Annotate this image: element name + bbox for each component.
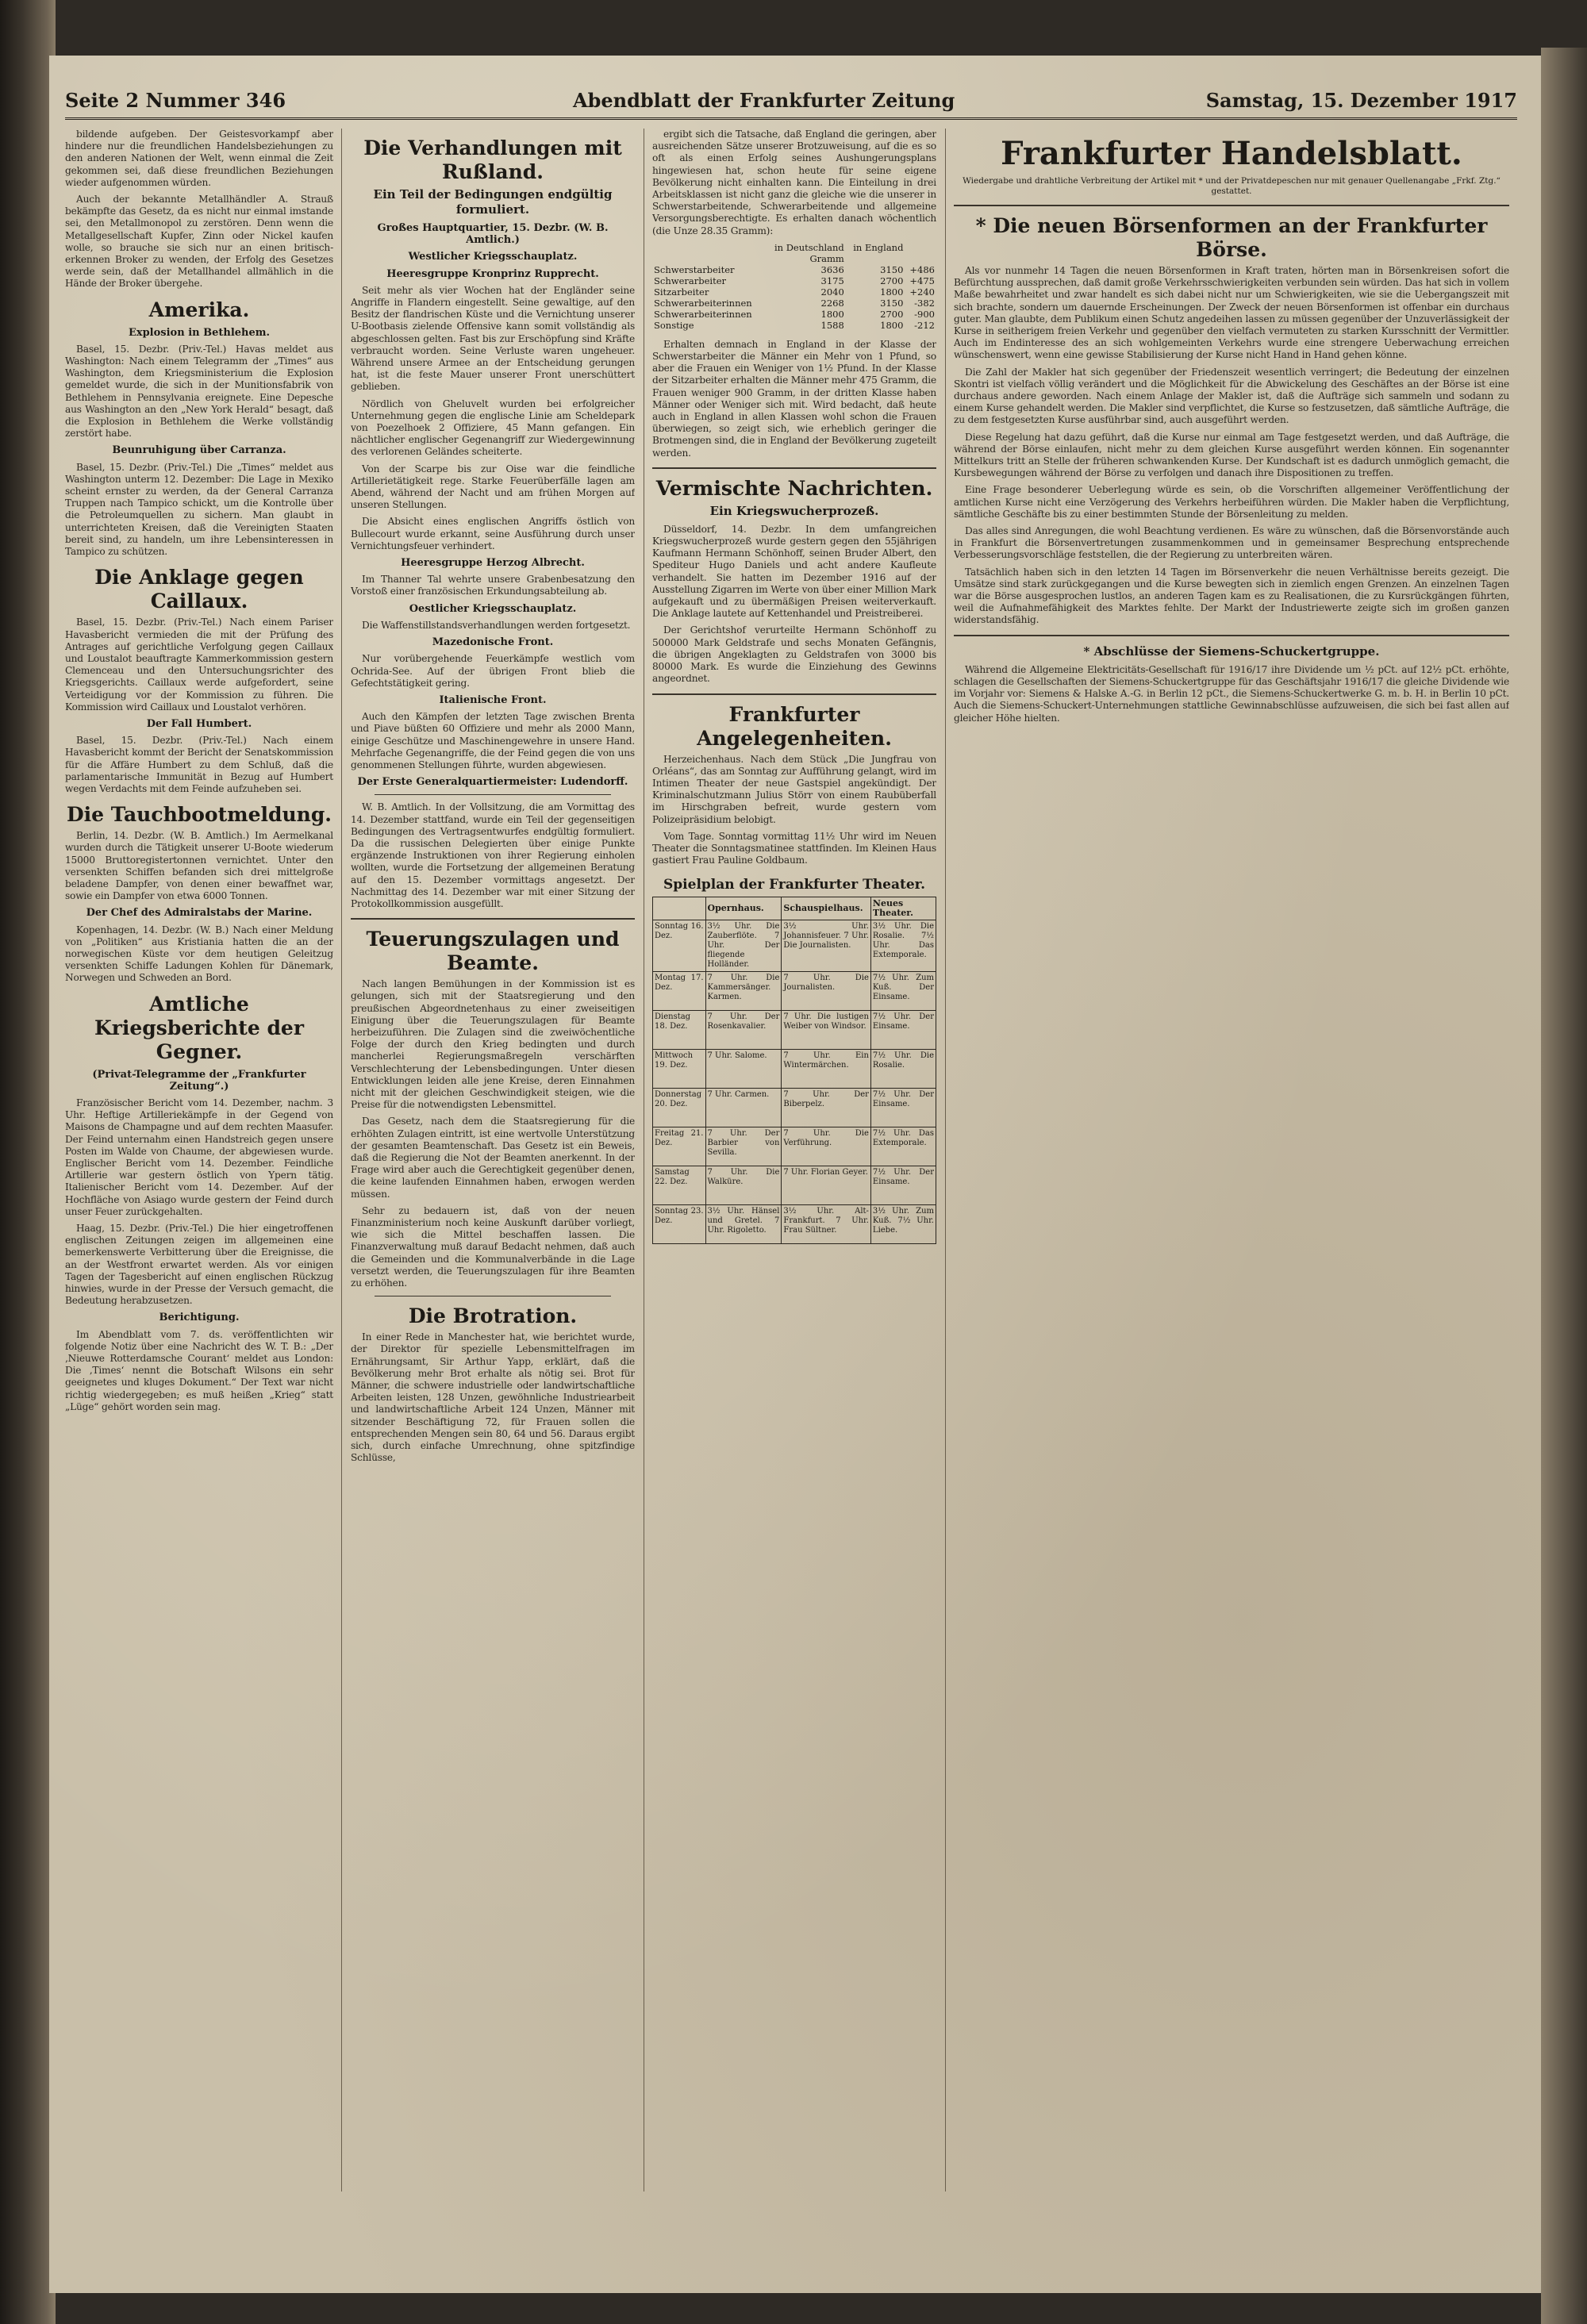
- table-cell: 2700: [880, 308, 904, 320]
- article-text: Das alles sind Anregungen, die wohl Beachtung verdienen. Es wäre zu wünschen, daß die Börsenvorstände auch in Frankfurt die Börsenvertretungen zusammenkommen und in gemeinsamer Besprechung entsprechende Verbesserungsvorschläge feststellen, die der Regierung zu unterbreiten wären.: [954, 525, 1509, 561]
- table-cell: 1800: [880, 286, 904, 298]
- table-cell: 1588: [820, 319, 844, 331]
- table-cell: 7½ Uhr. Zum Kuß. Der Einsame.: [870, 971, 936, 1010]
- table-cell: +240: [909, 286, 935, 298]
- table-row: [653, 1166, 936, 1204]
- column-rule: [945, 129, 946, 2191]
- article-text: Nur vorübergehende Feuerkämpfe westlich vom Ochrida-See. Auf der übrigen Front blieb die Gefechtstätigkeit gering.: [351, 653, 635, 689]
- article-text: Diese Regelung hat dazu geführt, daß die Kurse nur einmal am Tage festgesetzt werden, und daß Aufträge, die während der Börse einlaufen, nicht mehr zu dem gleichen Kurse ausgeführt werden können. Ein sogenannter Mittelkurs tritt an Stelle der früheren schwankenden Kurse. Der Kundschaft ist es dadurch unmöglich gemacht, die Kursbewegungen während der Börse zu verfolgen und danach ihre Dispositionen zu treffen.: [954, 431, 1509, 479]
- article-signature: Der Erste Generalquartiermeister: Ludendorff.: [357, 776, 628, 789]
- table-cell: 7 Uhr. Der Biberpelz.: [782, 1088, 871, 1127]
- table-cell: Schwerarbeiterinnen: [654, 308, 752, 320]
- article-subheading: Oestlicher Kriegsschauplatz.: [409, 602, 577, 615]
- article-text: Auch den Kämpfen der letzten Tage zwischen Brenta und Piave büßten 60 Offiziere und mehr als 2000 Mann, einige Geschütze und Maschinengewehre in unsere Hand. Mehrfache Gegenangriffe, die der Feind gegen die von uns genommenen Stellungen führte, wurden abgewiesen.: [351, 711, 635, 770]
- table-cell: 7 Uhr. Die Verführung.: [782, 1127, 871, 1166]
- table-cell: 1800: [820, 308, 844, 320]
- article-text: Tatsächlich haben sich in den letzten 14 Tagen im Börsenverkehr die neuen Verhältnisse bereits gezeigt. Die Umsätze sind stark zurückgegangen und die Kurse bewegten sich in ziemlich engen Grenzen. An einzelnen Tagen war die Börse ausgesprochen lustlos, an anderen Tagen kam es zu Realisationen, die zu Kursrückgängen führten, weil die Aufnahmefähigkeit des Marktes fehlte. Der Markt der Industriewerte zeigte sich im großen ganzen widerstandsfähig.: [954, 566, 1509, 626]
- table-row: [652, 275, 936, 286]
- table-row: [653, 971, 936, 1010]
- table-cell: Freitag 21. Dez.: [653, 1127, 706, 1166]
- article-heading-tauchboot: Die Tauchbootmeldung.: [66, 803, 332, 827]
- article-text: Die Absicht eines englischen Angriffs östlich von Bullecourt wurde erkannt, seine Ausführung durch unser Vernichtungsfeuer verhindert.: [351, 516, 635, 551]
- table-row: [652, 320, 936, 331]
- article-text: Sehr zu bedauern ist, daß von der neuen Finanzministerium noch keine Auskunft darüber vorliegt, wie sich die Mittel beschaffen lassen. Die Finanzverwaltung muß darauf Bedacht nehmen, daß auch die Gemeinden und die Kommunalverbände in die Lage versetzt werden, die Teuerungszulagen für ihre Beamten zu erhöhen.: [351, 1204, 635, 1289]
- article-text: Das Gesetz, nach dem die Staatsregierung für die erhöhten Zulagen eintritt, ist eine wertvolle Unterstützung der gesamten Beamtenschaft. Das Gesetz ist ein Beweis, daß die Regierung die Not der Beamten anerkennt. In der Frage wird aber auch die Gerechtigkeit gegenüber denen, die keine laufenden Einnahmen haben, erwogen werden müssen.: [351, 1116, 635, 1200]
- table-cell: Dienstag 18. Dez.: [653, 1010, 706, 1049]
- table-cell: 7½ Uhr. Das Extemporale.: [870, 1127, 936, 1166]
- masthead: [65, 86, 1517, 120]
- article-heading-kriegsberichte: Amtliche Kriegsberichte der Gegner.: [94, 992, 305, 1063]
- book-binding: [0, 0, 56, 2324]
- table-header: Schauspielhaus.: [782, 897, 871, 920]
- article-text: Nach langen Bemühungen in der Kommission ist es gelungen, sich mit der Staatsregierung und den preußischen Abgeordnetenhaus zu einer zweiseitigen Einigung über die Teuerungszulagen für Beamte herbeizuführen. Die Zulagen sind die zweiwöchentliche Folge der durch den Krieg bedingten und durch mancherlei Regierungsmaßregeln verschärften Verschlechterung der Lebensbedingungen. Unter diesen Entwicklungen leiden alle jene Kreise, deren Einnahmen nicht mit der gleichen Geschwindigkeit steigen, wie die Preise für die notwendigsten Lebensmittel.: [351, 978, 635, 1111]
- article-subheading: Beunruhigung über Carranza.: [112, 444, 286, 457]
- bread-ration-table: [652, 242, 936, 331]
- article-text: In einer Rede in Manchester hat, wie berichtet wurde, der Direktor für spezielle Lebensmittelfragen im Ernährungsamt, Sir Arthur Yapp, erklärt, daß die Bevölkerung mehr Brot erhalte als nötig sei. Brot für Männer, die schwere industrielle oder landwirtschaftliche Arbeiten leisten, 128 Unzen, gewöhnliche Industriearbeit und landwirtschaftliche Arbeit 124 Unzen, Männer mit sitzender Beschäftigung 72, für Frauen sollen die entsprechenden Mengen sein 80, 64 und 56. Daraus ergibt sich, durch einfache Umrechnung, ohne spitzfindige Schlüsse,: [351, 1331, 635, 1464]
- column-2: [351, 129, 635, 2191]
- article-heading-boerse: * Die neuen Börsenformen an der Frankfurter Börse.: [975, 214, 1488, 261]
- article-text: Basel, 15. Dezbr. (Priv.-Tel.) Die „Times“ meldet aus Washington unterm 12. Dezember: Die Lage in Mexiko scheint ernster zu werden, da der General Carranza Truppen nach Tampico schickt, um die Kontrolle über die Petroleumquellen zu sichern. Man glaubt in unterrichteten Kreisen, daß die Vereinigten Staaten bereit sind, zu handeln, um ihre Lebensinteressen in Tampico zu schützen.: [65, 461, 333, 558]
- table-cell: Montag 17. Dez.: [653, 971, 706, 1010]
- table-cell: 3½ Uhr. Hänsel und Gretel. 7 Uhr. Rigoletto.: [705, 1204, 782, 1243]
- article-heading-caillaux: Die Anklage gegen Caillaux.: [94, 566, 304, 613]
- article-heading-brotration: Die Brotration.: [408, 1304, 578, 1328]
- table-header: [653, 897, 706, 920]
- table-header: Neues Theater.: [870, 897, 936, 920]
- table-row: [653, 920, 936, 971]
- article-text: Als vor nunmehr 14 Tagen die neuen Börsenformen in Kraft traten, hörten man in Börsenkreisen sofort die Befürchtung aussprechen, daß damit große Verkehrsschwierigkeiten verbunden sein würden. Das hat sich in vollem Maße bewahrheitet und zwar handelt es sich dabei nicht nur um Schwierigkeiten, wie sie die Uebergangszeit mit sich brachte, sondern um dauernde Erscheinungen. Der Zweck der neuen Börsenformen ist offenbar ein durchaus guter. Man glaubte, dem Publikum einen Schutz angedeihen lassen zu müssen gegenüber der Unzuverlässigkeit der Kurse in seitherigem freien Verkehr und gegenüber den vielfach vermuteten zu starken Kursschnitt der Vermittler. Auch im Endinteresse des an sich wohlgemeinten Verkehrs wurde eine strengere Ueberwachung erreichen wünschenswert, wenn eine gewisse Stabilisierung der Kurse nicht Hand in Hand gehen könne.: [954, 265, 1509, 361]
- article-text: Basel, 15. Dezbr. (Priv.-Tel.) Nach einem Pariser Havasbericht vermieden die mit der Prüfung des Antrages auf gerichtliche Verfolgung gegen Caillaux und Loustalot beauftragte Kammerkommission gestern Clemenceau und den Untersuchungsrichter des Kriegsgerichts. Caillaux werde aufgefordert, seine Verteidigung vor der Kommission zu führen. Die Kommission wird Caillaux und Loustalot verhören.: [65, 617, 333, 713]
- table-cell: 7 Uhr. Florian Geyer.: [782, 1166, 871, 1204]
- article-text: Nördlich von Gheluvelt wurden bei erfolgreicher Unternehmung gegen die englische Linie am Scheldepark von Poezelhoek 2 Offiziere, 45 Mann gefangen. Ein nächtlicher englischer Gegenangriff zur Wiedergewinnung des verlorenen Geländes scheiterte.: [351, 398, 635, 458]
- article-text: Von der Scarpe bis zur Oise war die feindliche Artillerietätigkeit rege. Starke Feuerüberfälle lagen am Abend, während der Nacht und am frühen Morgen auf unseren Stellungen.: [351, 463, 635, 511]
- table-header: in Deutschland: [774, 241, 844, 253]
- divider: [954, 205, 1509, 206]
- article-text: Basel, 15. Dezbr. (Priv.-Tel.) Havas meldet aus Washington: Nach einem Telegramm der „Times“ aus Washington, dem Kriegsministerium die Explosion gemeldet wurde, die sich in der Munitionsfabrik von Bethlehem in Pennsylvania ereignete. Eine Depesche aus Washington an den „New York Herald“ besagt, daß die Explosion in Bethlehem die Werke vollständig zerstört habe.: [65, 343, 333, 440]
- table-header: Gramm: [809, 252, 844, 264]
- table-row: [653, 1010, 936, 1049]
- table-cell: Mittwoch 19. Dez.: [653, 1049, 706, 1088]
- table-cell: 3636: [820, 263, 844, 275]
- table-header: [652, 253, 765, 264]
- article-subheading: Westlicher Kriegsschauplatz.: [408, 251, 578, 263]
- table-cell: 7 Uhr. Der Rosenkavalier.: [705, 1010, 782, 1049]
- divider: [652, 467, 936, 469]
- article-text: Herzeichenhaus. Nach dem Stück „Die Jungfrau von Orléans“, das am Sonntag zur Aufführung gelangt, wird im Intimen Theater der neue Gastspiel angekündigt. Der Kriminalschutzmann Julius Störr von einem Raubüberfall im Hirschgraben befreit, wurde gestern vom Polizeipräsidium belobigt.: [652, 753, 936, 825]
- table-cell: 3½ Uhr. Alt-Frankfurt. 7 Uhr. Frau Sültner.: [782, 1204, 871, 1243]
- article-text: Im Abendblatt vom 7. ds. veröffentlichten wir folgende Notiz über eine Nachricht des W. T. B.: „Der ‚Nieuwe Rotterdamsche Courant‘ meldet aus London: Die ‚Times‘ nennt die Botschaft Wilsons ein sehr geeignetes und kluges Dokument.“ Der Text war nicht richtig wiedergegeben; es muß heißen „Krieg“ statt „Lüge“ gehört worden sein mag.: [65, 1328, 333, 1412]
- table-cell: 7½ Uhr. Der Einsame.: [870, 1166, 936, 1204]
- article-text: Eine Frage besonderer Ueberlegung würde es sein, ob die Vorschriften allgemeiner Veröffentlichung der amtlichen Kurse nicht eine Verzögerung des Verkehrs herbeiführen würden. Die Makler haben die Verpflichtung, sämtliche Geschäfte bis zu einer bestimmten Stunde der Börsenleitung zu melden.: [954, 484, 1509, 520]
- article-subheading: Ein Teil der Bedingungen endgültig formuliert.: [373, 187, 613, 217]
- table-header: [846, 253, 905, 264]
- table-cell: Sitzarbeiter: [654, 286, 709, 298]
- table-cell: Schwerstarbeiter: [654, 263, 735, 275]
- table-row: [652, 286, 936, 298]
- divider: [375, 794, 611, 795]
- table-cell: Schwerarbeiter: [654, 275, 726, 286]
- article-text: Im Thanner Tal wehrte unsere Grabenbesatzung den Vorstoß einer französischen Erkundungsabteilung ab.: [351, 574, 635, 597]
- article-subheading: Ein Kriegswucherprozeß.: [709, 503, 879, 518]
- divider: [351, 918, 635, 920]
- table-cell: Donnerstag 20. Dez.: [653, 1088, 706, 1127]
- article-text: Auch der bekannte Metallhändler A. Strauß bekämpfte das Gesetz, da es nicht nur einmal imstande sei, den Metallmonopol zu zerstören. Denn wenn die Metallgesellschaft Kupfer, Zinn oder Nickel kaufen wolle, so brauche sie sich nur an einen britisch-erkennen Broker zu wenden, der Erfolg des Gesetzes werde sein, daß der Metallhandel allmählich in die Hände der Broker übergehe.: [65, 194, 333, 290]
- column-1: [65, 129, 333, 2191]
- article-text: Während die Allgemeine Elektricitäts-Gesellschaft für 1916/17 ihre Dividende um ½ pCt. auf 12½ pCt. erhöhte, schlagen die Gesellschaften der Siemens-Schuckertgruppe für das Geschäftsjahr 1916/17 die gleiche Dividende wie im Vorjahr vor: Siemens & Halske A.-G. in Berlin 12 pCt., die Siemens-Schuckertwerke G. m. b. H. in Berlin 10 pCt. Auch die Siemens-Schuckert-Unternehmungen stattliche Gewinnabschlüsse aufzuweisen, die sich bei fast allen auf gleicher Höhe hielten.: [954, 663, 1509, 724]
- table-row: [653, 1127, 936, 1166]
- table-cell: 7 Uhr. Der Barbier von Sevilla.: [705, 1127, 782, 1166]
- article-subheading: Berichtigung.: [159, 1312, 240, 1324]
- section-title-handelsblatt: Frankfurter Handelsblatt.: [1001, 135, 1462, 172]
- table-cell: 7 Uhr. Salome.: [705, 1049, 782, 1088]
- table-cell: 7 Uhr. Die lustigen Weiber von Windsor.: [782, 1010, 871, 1049]
- article-subheading: Explosion in Bethlehem.: [128, 326, 271, 339]
- table-cell: Schwerarbeiterinnen: [654, 297, 752, 309]
- table-header: Opernhaus.: [705, 897, 782, 920]
- article-text: Vom Tage. Sonntag vormittag 11½ Uhr wird im Neuen Theater die Sonntagsmatinee stattfinden. Im Kleinen Haus gastiert Frau Pauline Goldbaum.: [652, 830, 936, 866]
- table-cell: Sonntag 23. Dez.: [653, 1204, 706, 1243]
- newspaper-page: [49, 56, 1541, 2293]
- article-subheading: Mazedonische Front.: [432, 636, 554, 649]
- table-cell: 3½ Uhr. Die Rosalie. 7½ Uhr. Das Extemporale.: [870, 920, 936, 971]
- article-subheading: Heeresgruppe Herzog Albrecht.: [401, 557, 585, 570]
- article-text: W. B. Amtlich. In der Vollsitzung, die am Vormittag des 14. Dezember stattfand, wurde ein Teil der gegenseitigen Bedingungen des Vertragsentwurfes endgültig formuliert. Da die russischen Delegierten über einige Punkte ergänzende Instruktionen von ihrer Regierung einholen wollten, wurde die Fortsetzung der allgemeinen Beratung auf den 15. Dezember vormittags angesetzt. Der Nachmittag des 14. Dezember war mit einer Sitzung der Protokollkommission ausgefüllt.: [351, 801, 635, 909]
- table-cell: 2040: [820, 286, 844, 298]
- table-header: in England: [853, 241, 904, 253]
- column-4-handelsblatt: [954, 129, 1509, 2191]
- article-subheading: Italienische Front.: [439, 693, 547, 706]
- table-row: [653, 1204, 936, 1243]
- page-edge: [1541, 48, 1587, 2324]
- table-cell: -382: [914, 297, 935, 309]
- table-cell: 3175: [820, 275, 844, 286]
- table-row: [653, 1088, 936, 1127]
- divider: [652, 693, 936, 695]
- article-text: Kopenhagen, 14. Dezbr. (W. B.) Nach einer Meldung von „Politiken“ aus Kristiania hatten die an der norwegischen Küste vor dem heutigen Geleitzug versenkten Schiffe Ladungen Kohlen für Dänemark, Norwegen und Schweden an Bord.: [65, 924, 333, 984]
- article-subheading: (Privat-Telegramme der „Frankfurter Zeitung“.): [92, 1068, 306, 1093]
- table-header: [652, 242, 765, 253]
- table-row: [652, 309, 936, 320]
- article-text: Basel, 15. Dezbr. (Priv.-Tel.) Nach einem Havasbericht kommt der Bericht der Senatskommission für die Affäre Humbert zu dem Schluß, daß die parlamentarische Immunität in Bezug auf Humbert wegen Verdachts mit dem Feinde aufzuheben sei.: [65, 735, 333, 794]
- table-cell: 7½ Uhr. Die Rosalie.: [870, 1049, 936, 1088]
- article-text: Haag, 15. Dezbr. (Priv.-Tel.) Die hier eingetroffenen englischen Zeitungen zeigen im allgemeinen eine bemerkenswerte Verbitterung über die Ereignisse, die an der Westfront erwartet werden. Als vor einigen Tagen der Tagesbericht auf einen englischen Rückzug hinwies, wurde in der Presse der Versuch gemacht, die Bedeutung herabzusetzen.: [65, 1223, 333, 1307]
- table-row: [653, 1049, 936, 1088]
- table-cell: 3½ Uhr. Die Zauberflöte. 7 Uhr. Der fliegende Holländer.: [705, 920, 782, 971]
- column-rule: [341, 129, 342, 2191]
- article-subheading: Heeresgruppe Kronprinz Rupprecht.: [386, 267, 599, 280]
- table-cell: Samstag 22. Dez.: [653, 1166, 706, 1204]
- article-heading-vermischte: Vermischte Nachrichten.: [655, 476, 933, 500]
- table-cell: 3150: [880, 263, 904, 275]
- table-cell: 2268: [820, 297, 844, 309]
- table-cell: 7 Uhr. Die Walküre.: [705, 1166, 782, 1204]
- table-cell: +475: [909, 275, 935, 286]
- table-cell: Sonstige: [654, 319, 694, 331]
- table-cell: 7 Uhr. Carmen.: [705, 1088, 782, 1127]
- table-row: [652, 298, 936, 309]
- page-number: Seite 2 Nummer 346: [65, 89, 286, 112]
- article-subheading: Der Fall Humbert.: [146, 717, 252, 730]
- reprint-note: Wiedergabe und drahtliche Verbreitung der Artikel mit * und der Privatdepeschen nur mit genauer Quellenangabe „Frkf. Ztg.“ gestattet.: [963, 176, 1501, 196]
- article-heading-siemens: * Abschlüsse der Siemens-Schuckertgruppe.: [1083, 643, 1380, 659]
- article-text: Der Gerichtshof verurteilte Hermann Schönhoff zu 500000 Mark Geldstrafe und sechs Monaten Gefängnis, die übrigen Angeklagten zu Geldstrafen von 3000 bis 80000 Mark. Es wurde die Einziehung des Gewinns angeordnet.: [652, 624, 936, 685]
- table-cell: 1800: [880, 319, 904, 331]
- table-row: [652, 264, 936, 275]
- article-text: Seit mehr als vier Wochen hat der Engländer seine Angriffe in Flandern eingestellt. Seine gewaltige, auf den Besitz der flandrischen Küste und die Vernichtung unserer U-Bootbasis zielende Offensive kann somit vollständig als abgeschlossen gelten. Fast bis zur Erschöpfung sind Kräfte verbraucht worden. Seine Verluste waren ungeheuer. Während unsere Armee an der Entscheidung gerungen hat, ist die feste Mauer unserer Front unerschüttert geblieben.: [351, 284, 635, 393]
- article-text: Berlin, 14. Dezbr. (W. B. Amtlich.) Im Aermelkanal wurden durch die Tätigkeit unserer U-Boote wiederum 15000 Bruttoregistertonnen vernichtet. Unter den versenkten Schiffen befanden sich drei mittelgroße beladene Dampfer, von denen einer bewaffnet war, sowie ein Dampfer von etwa 6000 Tonnen.: [65, 830, 333, 902]
- table-header: [905, 242, 936, 253]
- table-cell: -212: [914, 319, 935, 331]
- article-text: Die Zahl der Makler hat sich gegenüber der Friedenszeit wesentlich verringert; die Bedeutung der einzelnen Skontri ist vielfach völlig verändert und die Möglichkeit für die Abwickelung des Geschäftes an der Börse ist eine durchaus andere geworden. Nach einem Anlage der Makler ist, daß die Aufträge sich sammeln und sodann zu einem Kurse gehandelt werden. Die Makler sind verpflichtet, die Kurse so festzusetzen, daß sämtliche Aufträge, die zu dem festgesetzten Kurse ausführbar sind, auch ausgeführt werden.: [954, 366, 1509, 426]
- table-cell: 7½ Uhr. Der Einsame.: [870, 1010, 936, 1049]
- section-heading-amerika: Amerika.: [148, 298, 250, 321]
- divider: [954, 635, 1509, 636]
- table-cell: 3½ Uhr. Johannisfeuer. 7 Uhr. Die Journalisten.: [782, 920, 871, 971]
- table-cell: -900: [914, 308, 935, 320]
- dateline: Großes Hauptquartier, 15. Dezbr. (W. B. Amtlich.): [377, 222, 609, 247]
- table-cell: 2700: [880, 275, 904, 286]
- article-heading-teuerung: Teuerungszulagen und Beamte.: [366, 928, 620, 975]
- article-text: Erhalten demnach in England in der Klasse der Schwerstarbeiter die Männer ein Mehr von 1 Pfund, so aber die Frauen ein Weniger von 1½ Pfund. In der Klasse der Sitzarbeiter erhalten die Männer mehr 475 Gramm, die Frauen weniger 900 Gramm, in der dritten Klasse haben Männer oder Weniger sich mit. Wird bedacht, daß heute auch in England in allen Klassen wohl schon die Frauen überwiegen, so zeigt sich, wie erheblich geringer die Brotmengen sind, die in England der Bevölkerung zugeteilt werden.: [652, 338, 936, 459]
- article-signature: Der Chef des Admiralstabs der Marine.: [86, 907, 313, 920]
- table-cell: Sonntag 16. Dez.: [653, 920, 706, 971]
- table-cell: +486: [909, 263, 935, 275]
- article-text: Die Waffenstillstandsverhandlungen werden fortgesetzt.: [362, 619, 631, 631]
- article-heading-russland: Die Verhandlungen mit Rußland.: [363, 136, 622, 183]
- theater-schedule-title: Spielplan der Frankfurter Theater.: [663, 877, 925, 893]
- article-text: bildende aufgeben. Der Geistesvorkampf aber hindere nur die freundlichen Handelsbeziehungen zu den anderen Nationen der Welt, wenn einmal die Zeit gekommen sei, daß diese freundlichen Beziehungen wieder aufgenommen würden.: [65, 129, 333, 188]
- table-cell: 3½ Uhr. Zum Kuß. 7½ Uhr. Liebe.: [870, 1204, 936, 1243]
- table-cell: 7 Uhr. Die Kammersänger. Karmen.: [705, 971, 782, 1010]
- newspaper-title: Abendblatt der Frankfurter Zeitung: [573, 89, 955, 112]
- issue-date: Samstag, 15. Dezember 1917: [1205, 89, 1517, 112]
- article-text: ergibt sich die Tatsache, daß England die geringen, aber ausreichenden Sätze unserer Brotzuweisung, auf die es so oft als einen Erfolg seines Aushungerungsplans hingewiesen hat, schon heute für seine eigene Bevölkerung nicht einhalten kann. Die Einteilung in drei Arbeitsklassen ist nicht ganz die gleiche wie die unserer in Schwerstarbeitende, Schwerarbeitende und allgemeine Versorgungsberechtigte. Es erhalten danach wöchentlich (die Unze 28.35 Gramm):: [652, 129, 936, 236]
- table-header: [905, 253, 936, 264]
- article-text: Düsseldorf, 14. Dezbr. In dem umfangreichen Kriegswucherprozeß wurde gestern gegen den 55jährigen Kaufmann Hermann Schönhoff, seinen Bruder Albert, den Spediteur Hugo Daniels und acht andere Kaufleute verhandelt. Sie hatten im Dezember 1916 auf der Ausstellung Zigarren im Werte von über einer Million Mark aufgekauft und zu übermäßigen Preisen weiterverkauft. Die Anklage lautete auf Kettenhandel und Preistreiberei.: [652, 523, 936, 620]
- table-cell: 7½ Uhr. Der Einsame.: [870, 1088, 936, 1127]
- table-cell: 7 Uhr. Die Journalisten.: [782, 971, 871, 1010]
- article-text: Französischer Bericht vom 14. Dezember, nachm. 3 Uhr. Heftige Artilleriekämpfe in der Gegend von Maisons de Champagne und auf dem rechten Maasufer. Der Feind unternahm einen Handstreich gegen unsere Posten im Walde von Chaume, der abgewiesen wurde. Englischer Bericht vom 14. Dezember. Feindliche Artillerie war gestern östlich von Ypern tätig. Italienischer Bericht vom 14. Dezember. Auf der Hochfläche von Asiago wurde gestern der Feind durch unser Feuer zurückgehalten.: [65, 1097, 333, 1217]
- article-heading-frankfurt: Frankfurter Angelegenheiten.: [697, 702, 892, 750]
- table-cell: 3150: [880, 297, 904, 309]
- table-cell: 7 Uhr. Ein Wintermärchen.: [782, 1049, 871, 1088]
- theater-schedule-table: [652, 897, 936, 1244]
- column-3: [652, 129, 936, 2191]
